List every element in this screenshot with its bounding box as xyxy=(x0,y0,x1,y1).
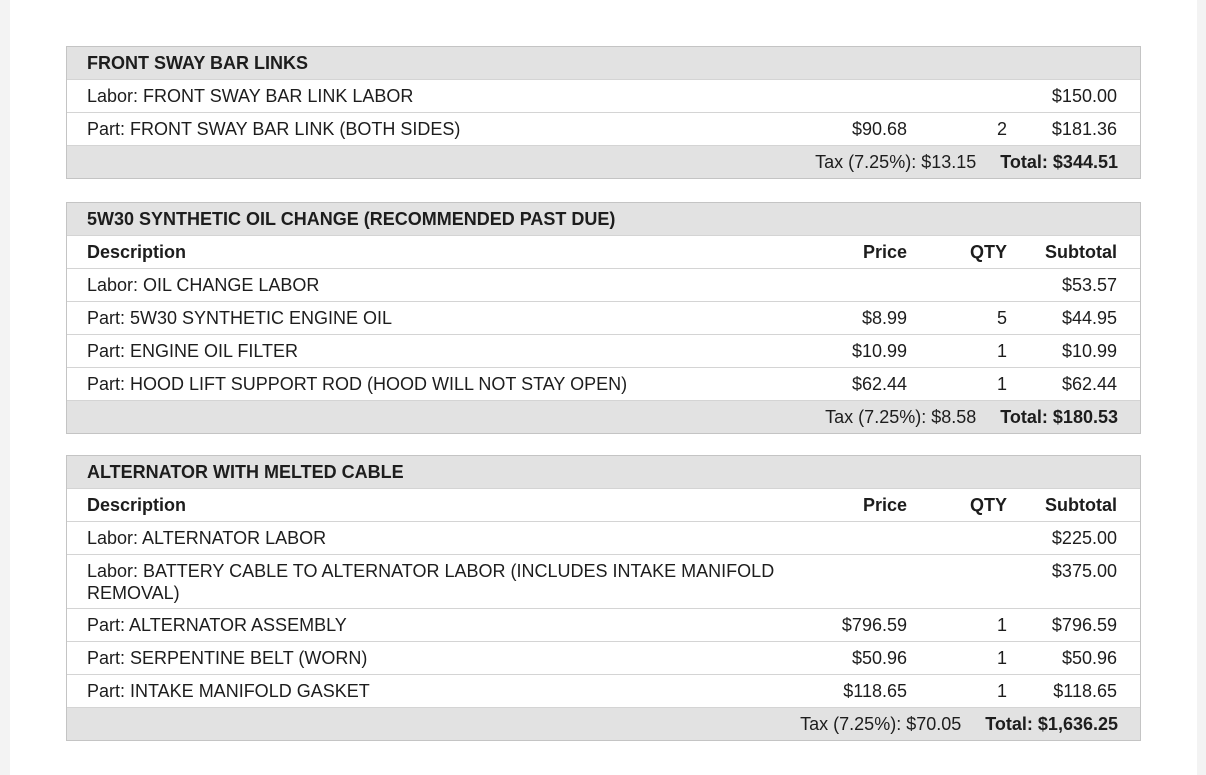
section-title-row xyxy=(67,203,1140,235)
line-item-qty: 2 xyxy=(996,119,1007,139)
line-item-price: $118.65 xyxy=(843,681,907,701)
line-item-price: $796.59 xyxy=(841,615,907,635)
line-item-description: Part: HOOD LIFT SUPPORT ROD (HOOD WILL NOT STAY OPEN) xyxy=(87,374,628,394)
section-tax: Tax (7.25%): $13.15 xyxy=(815,152,977,172)
line-item-description: Part: SERPENTINE BELT (WORN) xyxy=(87,648,368,668)
line-item-qty: 1 xyxy=(996,648,1007,668)
service-section-oil-change xyxy=(66,202,1141,434)
section-title: 5W30 SYNTHETIC OIL CHANGE (RECOMMENDED PAST DUE) xyxy=(87,209,616,229)
column-header-qty: QTY xyxy=(969,495,1007,515)
section-total: Total: $344.51 xyxy=(1000,152,1118,172)
line-item-row xyxy=(67,367,1140,400)
line-item-row xyxy=(67,79,1140,112)
line-item-subtotal: $118.65 xyxy=(1053,681,1117,701)
section-title: FRONT SWAY BAR LINKS xyxy=(87,53,309,73)
line-item-row xyxy=(67,334,1140,367)
section-total: Total: $1,636.25 xyxy=(985,714,1118,734)
line-item-row xyxy=(67,641,1140,674)
line-item-subtotal: $50.96 xyxy=(1061,648,1117,668)
line-item-description: Part: ALTERNATOR ASSEMBLY xyxy=(87,615,347,635)
service-section-sway-bar xyxy=(66,46,1141,179)
section-footer-row xyxy=(67,145,1140,178)
line-item-qty: 1 xyxy=(996,615,1007,635)
line-item-description: Part: ENGINE OIL FILTER xyxy=(87,341,299,361)
line-item-subtotal: $44.95 xyxy=(1061,308,1117,328)
line-item-price: $90.68 xyxy=(851,119,907,139)
line-item-price: $62.44 xyxy=(851,374,907,394)
estimate-sheet xyxy=(10,0,1197,775)
line-item-subtotal: $150.00 xyxy=(1051,86,1117,106)
line-item-row xyxy=(67,608,1140,641)
section-footer-row xyxy=(67,400,1140,433)
line-item-row xyxy=(67,301,1140,334)
line-item-subtotal: $796.59 xyxy=(1051,615,1117,635)
column-header-subtotal: Subtotal xyxy=(1045,495,1117,515)
service-section-alternator xyxy=(66,455,1141,741)
line-item-row xyxy=(67,268,1140,301)
line-item-qty: 1 xyxy=(996,681,1007,701)
line-item-qty: 1 xyxy=(996,341,1007,361)
column-header-row xyxy=(67,235,1140,268)
line-item-subtotal: $375.00 xyxy=(1051,561,1117,581)
line-item-description: Labor: BATTERY CABLE TO ALTERNATOR LABOR (INCLUDES INTAKE MANIFOLD REMOVAL) xyxy=(87,561,775,603)
section-footer-row xyxy=(67,707,1140,740)
line-item-description: Part: FRONT SWAY BAR LINK (BOTH SIDES) xyxy=(87,119,461,139)
section-tax: Tax (7.25%): $70.05 xyxy=(800,714,962,734)
column-header-qty: QTY xyxy=(969,242,1007,262)
column-header-row xyxy=(67,488,1140,521)
line-item-price: $50.96 xyxy=(851,648,907,668)
line-item-description: Part: 5W30 SYNTHETIC ENGINE OIL xyxy=(87,308,393,328)
line-item-price: $8.99 xyxy=(861,308,907,328)
line-item-subtotal: $53.57 xyxy=(1061,275,1117,295)
line-item-description: Labor: ALTERNATOR LABOR xyxy=(87,528,327,548)
column-header-description: Description xyxy=(87,495,187,515)
line-item-subtotal: $225.00 xyxy=(1051,528,1117,548)
line-item-description: Part: INTAKE MANIFOLD GASKET xyxy=(87,681,370,701)
line-item-row xyxy=(67,521,1140,554)
line-item-qty: 5 xyxy=(996,308,1007,328)
section-title-row xyxy=(67,456,1140,488)
line-item-subtotal: $181.36 xyxy=(1051,119,1117,139)
line-item-row xyxy=(67,674,1140,707)
line-item-row xyxy=(67,554,1140,608)
section-title-row xyxy=(67,47,1140,79)
line-item-description: Labor: OIL CHANGE LABOR xyxy=(87,275,320,295)
line-item-subtotal: $10.99 xyxy=(1061,341,1117,361)
column-header-price: Price xyxy=(862,242,907,262)
line-item-row xyxy=(67,112,1140,145)
column-header-description: Description xyxy=(87,242,187,262)
line-item-subtotal: $62.44 xyxy=(1061,374,1117,394)
line-item-description: Labor: FRONT SWAY BAR LINK LABOR xyxy=(87,86,414,106)
column-header-subtotal: Subtotal xyxy=(1045,242,1117,262)
section-title: ALTERNATOR WITH MELTED CABLE xyxy=(87,462,404,482)
line-item-qty: 1 xyxy=(996,374,1007,394)
section-total: Total: $180.53 xyxy=(1000,407,1118,427)
column-header-price: Price xyxy=(862,495,907,515)
line-item-price: $10.99 xyxy=(851,341,907,361)
section-tax: Tax (7.25%): $8.58 xyxy=(825,407,977,427)
